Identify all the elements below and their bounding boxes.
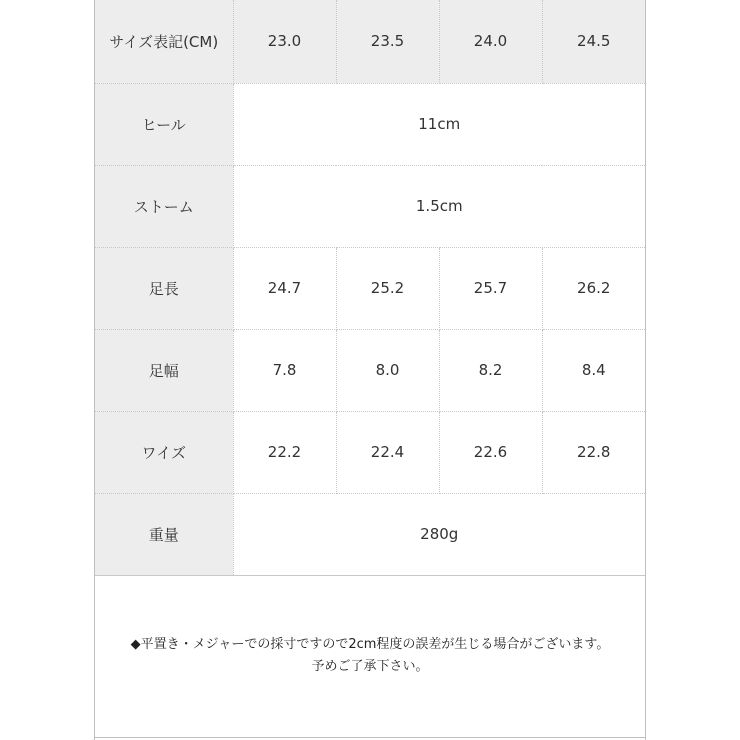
measurement-note [95, 634, 645, 678]
heel-value-cell: 11cm [233, 83, 645, 165]
table-row-wise [95, 411, 645, 493]
platform-label-cell: ストーム [95, 165, 233, 247]
table-row-foot-width [95, 329, 645, 411]
size-cell-2: 23.5 [336, 0, 439, 83]
sheet-bottom-border [95, 737, 645, 738]
foot-length-cell-3: 25.7 [439, 247, 542, 329]
heel-label-cell: ヒール [95, 83, 233, 165]
foot-width-cell-1: 7.8 [233, 329, 336, 411]
measurement-note-line-1: ◆平置き・メジャーでの採寸ですので2cm程度の誤差が生じる場合がございます。 [130, 637, 610, 652]
size-cell-4: 24.5 [542, 0, 645, 83]
foot-width-cell-4: 8.4 [542, 329, 645, 411]
foot-length-cell-1: 24.7 [233, 247, 336, 329]
size-label-cell: サイズ表記(CM) [95, 0, 233, 83]
platform-value-cell: 1.5cm [233, 165, 645, 247]
table-row-weight [95, 493, 645, 575]
foot-length-label-cell: 足長 [95, 247, 233, 329]
foot-length-cell-4: 26.2 [542, 247, 645, 329]
size-table [95, 0, 645, 576]
wise-cell-1: 22.2 [233, 411, 336, 493]
weight-label-cell: 重量 [95, 493, 233, 575]
size-cell-3: 24.0 [439, 0, 542, 83]
wise-cell-4: 22.8 [542, 411, 645, 493]
table-row-foot-length [95, 247, 645, 329]
foot-width-cell-2: 8.0 [336, 329, 439, 411]
table-row-size-header [95, 0, 645, 83]
table-row-platform [95, 165, 645, 247]
foot-width-label-cell: 足幅 [95, 329, 233, 411]
size-chart-sheet [94, 0, 646, 740]
wise-cell-2: 22.4 [336, 411, 439, 493]
foot-length-cell-2: 25.2 [336, 247, 439, 329]
size-cell-1: 23.0 [233, 0, 336, 83]
foot-width-cell-3: 8.2 [439, 329, 542, 411]
table-row-heel [95, 83, 645, 165]
measurement-note-line-2: 予めご了承下さい。 [311, 659, 429, 674]
wise-label-cell: ワイズ [95, 411, 233, 493]
weight-value-cell: 280g [233, 493, 645, 575]
wise-cell-3: 22.6 [439, 411, 542, 493]
